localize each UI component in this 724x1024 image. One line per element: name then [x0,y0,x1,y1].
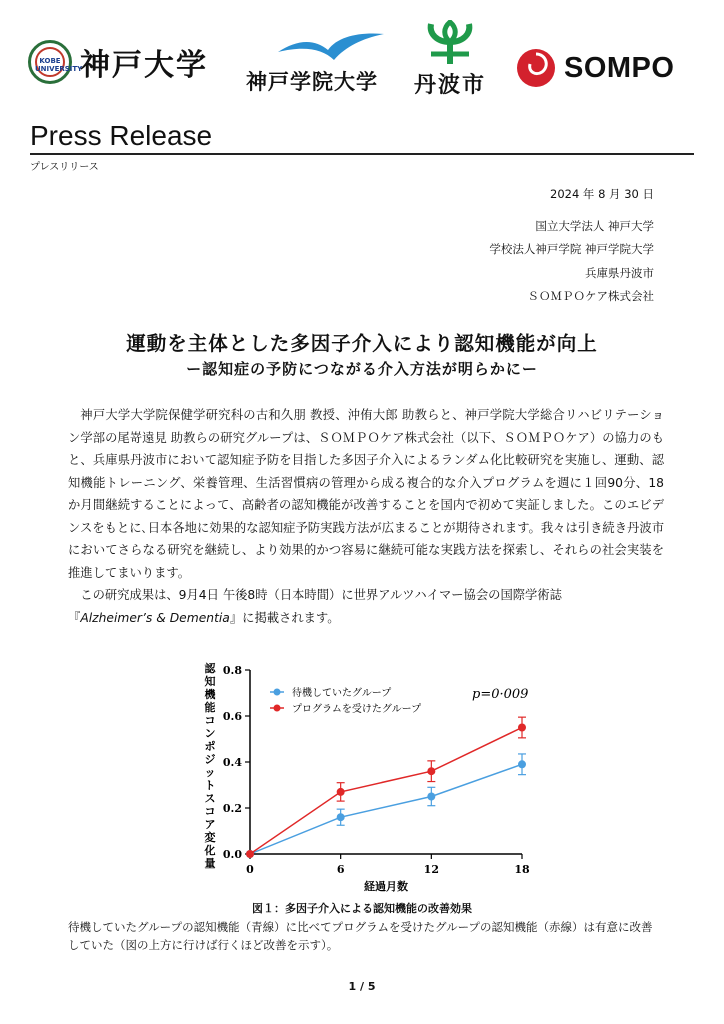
y-axis-label: 認知機能コンポジットスコア変化量 [204,662,216,870]
data-point [427,767,435,775]
release-meta [489,183,654,309]
journal-suffix: 』に掲載されます。 [229,610,340,625]
kobe-university-seal-text: KOBE UNIVERSITY [35,57,83,73]
figure-chart [200,660,530,892]
legend-label: プログラムを受けたグループ [292,704,422,715]
logo-bar [0,30,724,100]
data-point [518,724,526,732]
data-point [427,793,435,801]
figure-caption: 図１：多因子介入による認知機能の改善効果 [252,902,472,915]
body-text [68,404,664,629]
tamba-city-logo [414,20,486,99]
y-tick-label: 0.8 [222,664,242,677]
bird-icon [276,30,386,64]
data-point [246,850,254,858]
org-line: 学校法人神戸学院 神戸学院大学 [489,242,654,256]
press-release-subtitle: プレスリリース [30,162,99,173]
line-chart [200,660,530,892]
kobe-gakuin-name: 神戸学院大学 [246,70,378,94]
data-point [518,760,526,768]
org-line: 兵庫県丹波市 [585,265,654,280]
series-line [250,764,522,854]
y-tick-label: 0.6 [222,710,242,723]
page-number: 1 / 5 [348,980,376,993]
x-tick-label: 18 [514,863,530,876]
x-tick-label: 6 [336,863,345,876]
legend-label: 待機していたグループ [292,688,392,699]
x-tick-label: 0 [246,863,254,876]
kobe-university-name: 神戸大学 [80,48,208,83]
journal-citation [68,607,664,630]
tamba-emblem-icon [417,20,483,66]
x-axis-label: 経過月数 [364,880,408,893]
y-tick-label: 0.0 [222,848,242,861]
body-paragraph: この研究成果は、9月4日 午後8時（日本時間）に世界アルツハイマー協会の国際学術誌 [80,588,562,602]
data-point [337,813,345,821]
org-line: ＳＯＭＰＯケア株式会社 [527,289,654,303]
release-date: 2024 年 8 月 30 日 [550,187,654,201]
data-point [337,788,345,796]
tamba-city-name: 丹波市 [414,73,487,98]
subheadline: ー認知症の予防につながる介入方法が明らかにー [186,360,538,378]
sompo-swirl-icon [516,48,556,88]
header-divider [30,153,694,155]
y-tick-label: 0.2 [222,802,242,815]
sompo-logo [516,48,674,88]
body-paragraph: 神戸大学大学院保健学研究科の古和久朋 教授、沖侑大郎 助教らと、神戸学院大学総合リハビリテーション学部の尾嵜遠見 助教らの研究グループは、ＳＯＭＰＯケア株式会社（以下、ＳＯＭＰＯケア）の協力のもと、兵庫県丹波市において認知症予防を目指した多因子介入によるランダム化比較研究を実施し、運動、認知機能トレーニング、栄養管理、生活習慣病の管理から成る複合的な介入プログラムを週に１回90分、18か月間継続することによって、高齢者の認知機能が改善することを国内で初めて実証しました。このエビデンスをもとに､日本各地に効果的な認知症予防実践方法が広まることが期待されます。我々は引き続き丹波市においてさらなる研究を継続し、より効果的かつ容易に継続可能な実践方法を探索し、それらの社会実装を推進してまいります。 [68,408,664,580]
y-tick-label: 0.4 [222,756,242,769]
journal-name: Alzheimer’s & Dementia [80,610,230,625]
legend-marker [274,689,281,696]
legend-marker [274,705,281,712]
org-line: 国立大学法人 神戸大学 [535,218,654,233]
figure-description: 待機していたグループの認知機能（青線）に比べてプログラムを受けたグループの認知機能（赤線）は有意に改善していた（図の上方に行けば行くほど改善を示す）。 [68,920,653,952]
kobe-gakuin-logo [246,30,386,96]
kobe-university-logo [28,40,208,84]
p-value-annotation: p=0·009 [472,687,529,702]
press-release-title: Press Release [30,120,213,151]
x-tick-label: 12 [423,863,439,876]
kobe-university-seal-icon [28,40,83,84]
journal-bracket-open: 『 [68,610,81,625]
series-line [250,728,522,855]
sompo-name: SOMPO [564,51,675,84]
headline: 運動を主体とした多因子介入により認知機能が向上 [126,332,598,355]
